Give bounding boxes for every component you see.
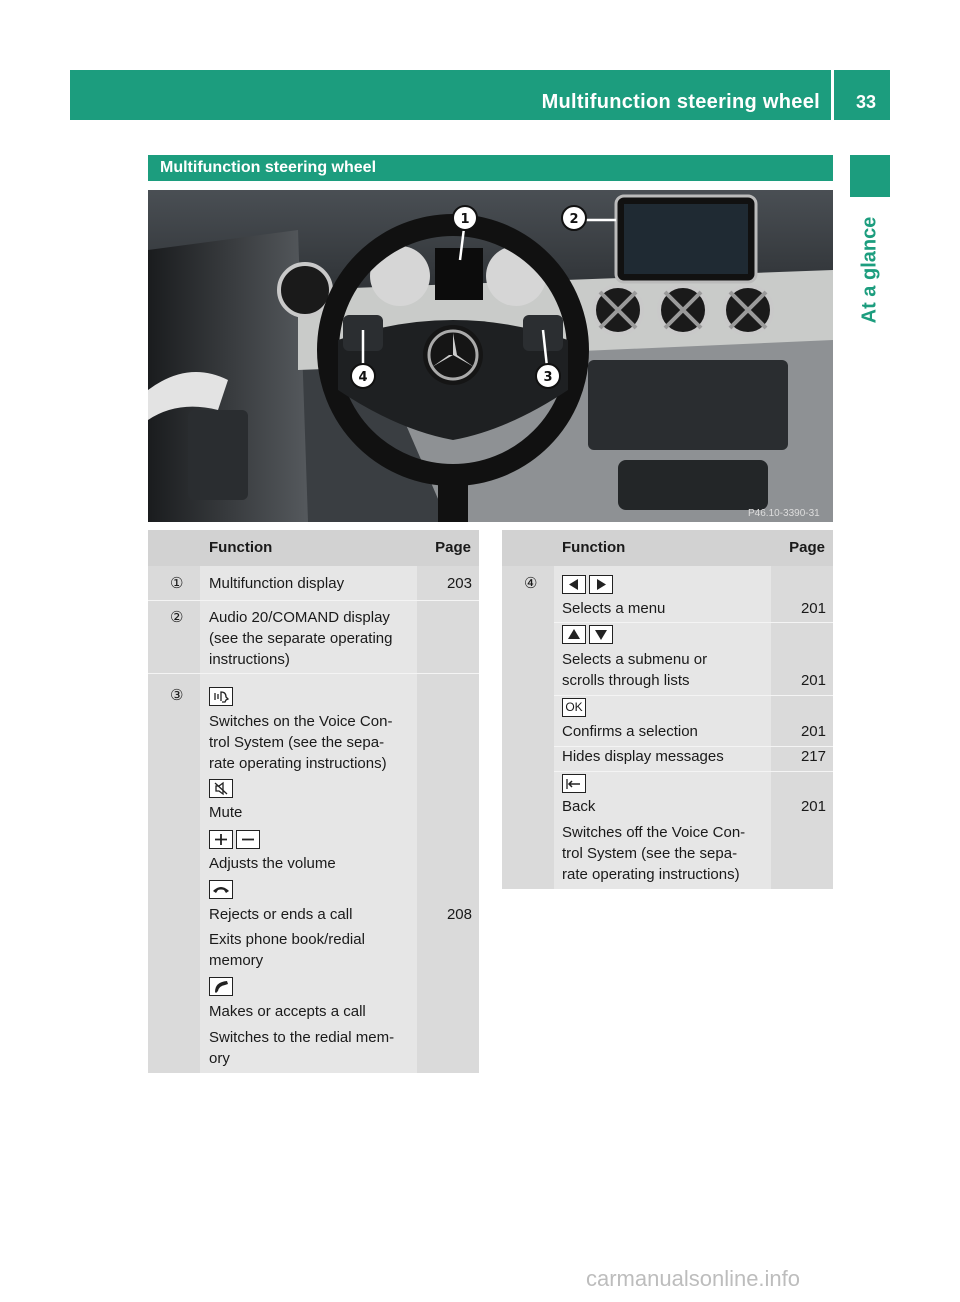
side-tab-block	[850, 155, 890, 197]
exit-phonebook-line: memory	[209, 952, 264, 969]
accept-call-text: Makes or accepts a call	[209, 1003, 366, 1020]
submenu-page: 201	[800, 672, 826, 689]
svg-text:4: 4	[358, 370, 368, 385]
arrow-down-key-icon	[589, 625, 613, 644]
arrow-up-key-icon	[562, 625, 586, 644]
row-number: ②	[170, 609, 184, 626]
col-page: Page	[789, 539, 825, 556]
back-key-icon	[562, 774, 586, 793]
voice-off-line: trol System (see the sepa-	[562, 845, 738, 862]
voice-off-line: rate operating instructions)	[562, 866, 740, 883]
voice-on-line: rate operating instructions)	[209, 755, 387, 772]
watermark: carmanualsonline.info	[586, 1266, 801, 1291]
volume-text: Adjusts the volume	[209, 855, 336, 872]
confirm-page: 201	[800, 723, 826, 740]
table-header	[502, 530, 833, 566]
cockpit-photo	[148, 190, 833, 522]
image-code: P46.10-3390-31	[748, 508, 820, 519]
page-header	[70, 70, 890, 120]
select-menu-text: Selects a menu	[562, 600, 666, 617]
back-text: Back	[562, 798, 596, 815]
voice-on-line: Switches on the Voice Con-	[209, 713, 393, 730]
svg-text:1: 1	[460, 212, 470, 227]
table-header	[148, 530, 479, 566]
function-table-right	[502, 530, 833, 889]
col-page: Page	[435, 539, 471, 556]
svg-text:2: 2	[569, 212, 579, 227]
section-title: Multifunction steering wheel	[160, 159, 377, 176]
side-tab-label: At a glance	[858, 216, 881, 324]
row-function-line: instructions)	[209, 651, 290, 668]
submenu-line: Selects a submenu or	[562, 651, 708, 668]
redial-line: Switches to the redial mem-	[209, 1029, 395, 1046]
end-call-key-icon	[209, 880, 233, 899]
mute-key-icon	[209, 779, 233, 798]
arrow-right-key-icon	[589, 575, 613, 594]
volume-down-key-icon	[236, 830, 260, 849]
back-page: 201	[800, 798, 826, 815]
volume-up-key-icon	[209, 830, 233, 849]
section-bar	[148, 155, 833, 181]
voice-control-key-icon	[209, 687, 233, 706]
svg-text:3: 3	[543, 370, 553, 385]
reject-call-text: Rejects or ends a call	[209, 906, 353, 923]
cockpit-illustration	[148, 190, 833, 522]
row-function-line: Audio 20/COMAND display	[209, 609, 390, 626]
arrow-left-key-icon	[562, 575, 586, 594]
row-function-line: (see the separate operating	[209, 630, 393, 647]
hide-messages-text: Hides display messages	[562, 748, 724, 765]
row-number: ④	[524, 575, 538, 592]
reject-call-page: 208	[446, 906, 472, 923]
row-page: 203	[446, 575, 472, 592]
accept-call-key-icon	[209, 977, 233, 996]
submenu-line: scrolls through lists	[562, 672, 690, 689]
voice-on-line: trol System (see the sepa-	[209, 734, 385, 751]
row-number: ①	[170, 575, 184, 592]
hide-messages-page: 217	[800, 748, 826, 765]
function-table-left	[148, 530, 479, 1073]
exit-phonebook-line: Exits phone book/redial	[209, 931, 365, 948]
number-column	[148, 566, 200, 1073]
row-number: ③	[170, 687, 184, 704]
mute-text: Mute	[209, 804, 243, 821]
ok-key: OK	[562, 698, 586, 717]
redial-line: ory	[209, 1050, 230, 1067]
header-title: Multifunction steering wheel	[541, 91, 820, 113]
page-column	[417, 566, 479, 1073]
header-separator	[831, 70, 834, 120]
confirm-text: Confirms a selection	[562, 723, 698, 740]
col-function: Function	[562, 539, 626, 556]
row-function: Multifunction display	[209, 575, 345, 592]
voice-off-line: Switches off the Voice Con-	[562, 824, 746, 841]
page-number: 33	[855, 92, 876, 112]
col-function: Function	[209, 539, 273, 556]
select-menu-page: 201	[800, 600, 826, 617]
number-column	[502, 566, 554, 889]
